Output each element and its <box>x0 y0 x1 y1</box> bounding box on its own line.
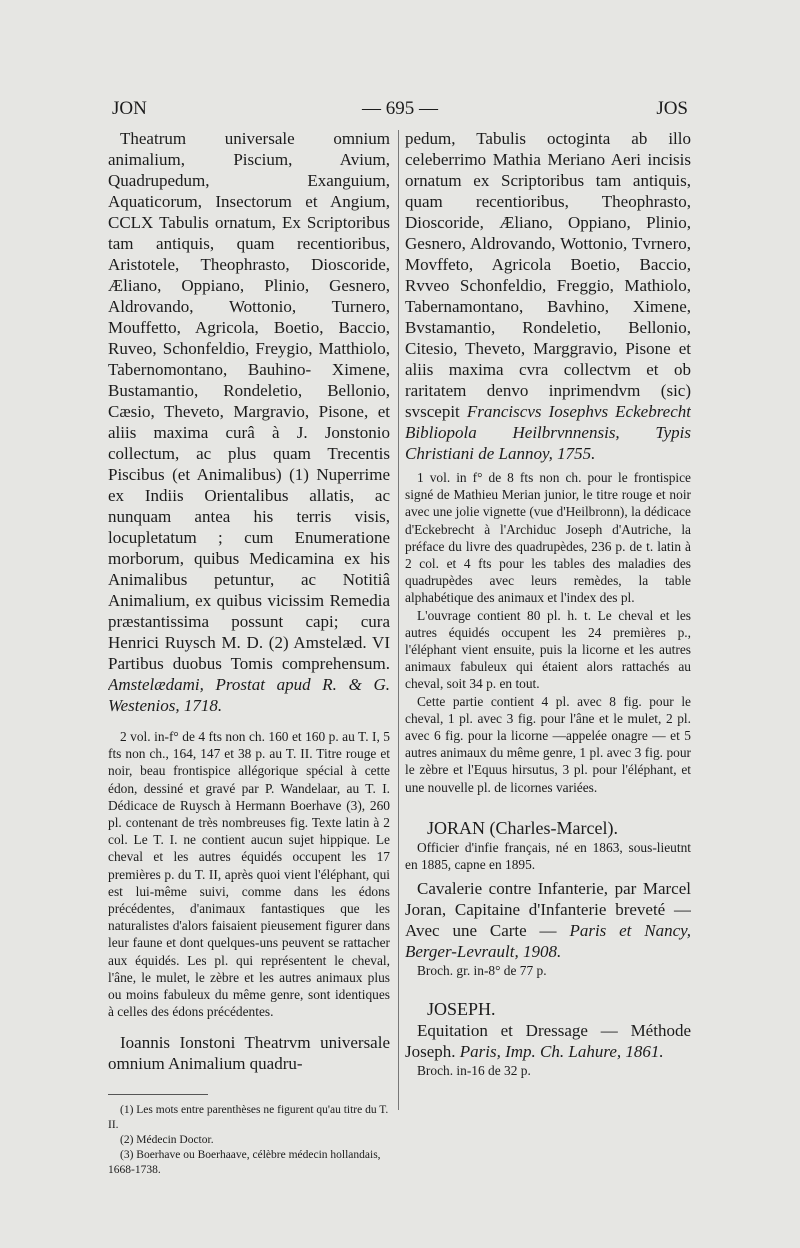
header-left: JON <box>112 98 147 119</box>
header-right: JOS <box>656 98 688 119</box>
left-column <box>108 128 390 1178</box>
footnote-rule <box>108 1094 208 1095</box>
column-divider <box>398 130 399 1110</box>
running-header <box>112 98 688 124</box>
joran-work-note: Broch. gr. in-8° de 77 p. <box>417 963 547 979</box>
entry-description-3: Cette partie contient 4 pl. avec 8 fig. pour le cheval, 1 pl. avec 3 fig. pour l'âne et le mulet, 2 pl. avec 6 fig. pour la licorne —appelée onagre — et 5 autres animaux du même genre, 1 pl. avec 3 fig. pour le zèbre et l'Equus hirsutus, 3 pl. pour l'éléphant, et une nouvelle pl. de licornes variées. <box>405 693 691 795</box>
entry-title: Theatrum universale omnium animalium, Piscium, Avium, Quadrupedum, Exanguium, Aquaticorum, Insectorum et Angium, CCLX Tabulis ornatum, Ex Scriptoribus tam antiquis, quam recentioribus, Aristotele, Theophrasto, Dioscoride, Æliano, Oppiano, Plinio, Gesnero, Aldrovando, Wottonio, Turnero, Mouffetto, Agricola, Boetio, Baccio, Ruveo, Schonfeldio, Freygio, Matthiolo, Tabernomontano, Bauhino- Ximene, Bustamantio, Rondeletio, Bellonio, Cæsio, Theveto, Margravio, Pisone, et aliis maxima curâ à J. Jonstonio collectum, ac plus quam Trecentis Piscibus (et Animalibus) (1) Nuperrime ex Indiis Orientalibus allatis, ac nunquam antea his terris visis, locupletatum ; cum Enumeratione morborum, quibus Medicamina ex his Animalibus petuntur, ac Notitiâ Animalium, ex quibus vicissim Remedia præstantissima possunt capi; cura Henrici Ruysch M. D. (2) Amstelæd. VI Partibus duobus Tomis comprehensum. <box>108 129 390 673</box>
right-column <box>405 128 691 1178</box>
entry-description: 2 vol. in-f° de 4 fts non ch. 160 et 160 p. au T. I, 5 fts non ch., 164, 147 et 38 p. au T. II. Titre rouge et noir, beau frontispice allégorique spécial à cette édon, dessiné et gravé par P. Wandelaar, au T. I. Dédicace de Ruysch à Hermann Boerhave (3), 260 pl. contenant de très nombreuses fig. Texte latin à 2 col. Le T. I. ne contient aucun sujet hippique. Le cheval et les autres équidés occupent les 17 premières p. du T. II, après quoi vient l'éléphant, qui est lui-même suivi, comme dans les édons précédentes, d'animaux fantastiques que les naturalistes d'alors faisaient pieusement figurer dans leur faune et dont quelques-uns peuvent se rattacher aux équidés. Les pl. qui représentent le cheval, l'âne, le mulet, le zèbre et les autres animaux plus ou moins fabuleux du même genre, sont identiques à celles des édons précédentes. <box>108 729 390 1020</box>
work-imprint: Paris et Nancy, Berger-Levrault, 1908. <box>405 921 691 962</box>
jonston-1718-entry <box>108 128 390 716</box>
work-title: Cavalerie contre Infanterie, par Marcel Joran, Capitaine d'Infanterie breveté — Avec une Carte — <box>405 879 691 941</box>
entry-title-cont: pedum, Tabulis octoginta ab illo celeberrimo Mathia Meriano Aeri incisis ornatum ex Scriptoribus tam antiquis, quam recentioribus, Theophrasto, Dioscoride, Æliano, Oppiano, Plinio, Gesnero, Aldrovando, Wottonio, Tvrnero, Movffeto, Agricola Boetio, Baccio, Rvveo Schonfeldio, Freggio, Mathiolo, Tabernamontano, Bavhino, Ximene, Bvstamantio, Rondeletio, Bellonio, Citesio, Theveto, Marggravio, Pisone et aliis maxima cvra collectvm et ob raritatem denvo inprimendvm (sic) svscepit <box>405 129 691 421</box>
page-number: — 695 — <box>362 98 438 119</box>
footnote-1: (1) Les mots entre parenthèses ne figurent qu'au titre du T. II. <box>108 1104 389 1132</box>
jonston-1755-entry-title: Ioannis Ionstoni Theatrvm universale omnium Animalium quadru- <box>108 1033 390 1074</box>
entry-description-2: L'ouvrage contient 80 pl. h. t. Le cheval et les autres équidés occupent les 24 premières p., l'éléphant vient ensuite, puis la licorne et les autres animaux fabuleux qui étaient alors rattachés au cheval, soit 34 p. en tout. <box>405 607 691 692</box>
joran-work <box>405 878 691 962</box>
author-joran: JORAN (Charles-Marcel). <box>427 817 618 838</box>
entry-imprint: Franciscvs Iosephvs Eckebrecht Bibliopola Heilbrvnnensis, Typis Christiani de Lannoy, 1755. <box>405 402 691 463</box>
entry-description-1: 1 vol. in f° de 8 fts non ch. pour le frontispice signé de Mathieu Merian junior, le titre rouge et noir avec une jolie vignette (vue d'Heilbronn), la dédicace d'Eckebrecht à l'Archiduc Joseph d'Autriche, la préface du livre des quadrupèdes, 236 p. de t. latin à 2 col. et 4 fts pour les tables des maladies des quadrupèdes avec leurs remèdes, la table alphabétique des animaux et l'index des pl. <box>405 470 691 606</box>
footnote-3: (3) Boerhave ou Boerhaave, célèbre médecin hollandais, 1668-1738. <box>108 1149 381 1177</box>
joseph-work-note: Broch. in-16 de 32 p. <box>417 1063 531 1079</box>
joran-biography: Officier d'infie français, né en 1863, sous-lieutnt en 1885, capne en 1895. <box>405 839 691 873</box>
jonston-1755-entry-cont <box>405 128 691 464</box>
author-joseph: JOSEPH. <box>427 999 496 1020</box>
footnote-2: (2) Médecin Doctor. <box>120 1134 214 1147</box>
entry-imprint: Amstelædami, Prostat apud R. & G. Westenios, 1718. <box>108 675 390 715</box>
work-imprint: Paris, Imp. Ch. Lahure, 1861. <box>459 1042 664 1062</box>
joseph-work <box>405 1020 691 1062</box>
work-title: Equitation et Dressage — Méthode Joseph. <box>405 1021 691 1062</box>
